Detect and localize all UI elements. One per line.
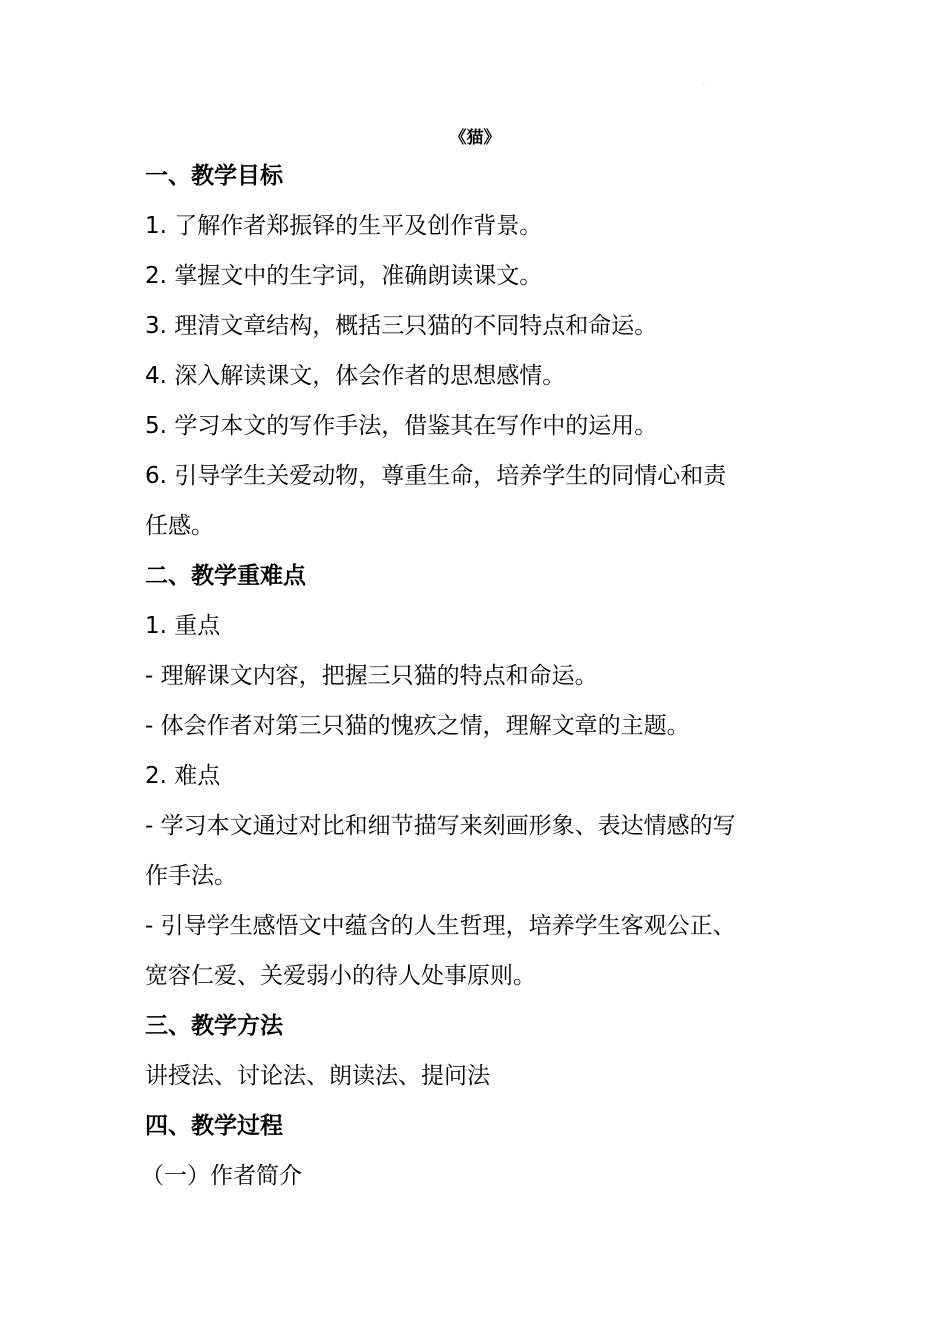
key-point-item: - 理解课文内容，把握三只猫的特点和命运。 [145, 663, 598, 689]
section-heading-key-points: 二、教学重难点 [145, 563, 306, 589]
objective-item-continued: 任感。 [145, 513, 214, 539]
process-subheading: （一）作者简介 [141, 1163, 302, 1189]
document-title: 《猫》 [449, 128, 501, 148]
document-body [141, 151, 815, 1201]
subheading-key-point: 1. 重点 [145, 613, 221, 639]
objective-item: 6. 引导学生关爱动物，尊重生命，培养学生的同情心和责 [145, 463, 727, 489]
section-heading-process: 四、教学过程 [145, 1113, 283, 1139]
objective-item: 1. 了解作者郑振铎的生平及创作背景。 [145, 213, 543, 239]
difficulty-item-continued: 作手法。 [145, 863, 237, 889]
page-mark: . [703, 80, 705, 87]
difficulty-item: - 学习本文通过对比和细节描写来刻画形象、表达情感的写 [145, 813, 736, 839]
subheading-difficulty: 2. 难点 [145, 763, 221, 789]
methods-text: 讲授法、讨论法、朗读法、提问法 [145, 1063, 490, 1089]
objective-item: 4. 深入解读课文，体会作者的思想感情。 [145, 363, 566, 389]
objective-item: 2. 掌握文中的生字词，准确朗读课文。 [145, 263, 543, 289]
section-heading-methods: 三、教学方法 [145, 1013, 283, 1039]
difficulty-item-continued: 宽容仁爱、关爱弱小的待人处事原则。 [145, 963, 536, 989]
objective-item: 5. 学习本文的写作手法，借鉴其在写作中的运用。 [145, 413, 658, 439]
difficulty-item: - 引导学生感悟文中蕴含的人生哲理，培养学生客观公正、 [145, 913, 736, 939]
objective-item: 3. 理清文章结构，概括三只猫的不同特点和命运。 [145, 313, 658, 339]
section-heading-objectives: 一、教学目标 [145, 163, 283, 189]
key-point-item: - 体会作者对第三只猫的愧疚之情，理解文章的主题。 [145, 713, 690, 739]
